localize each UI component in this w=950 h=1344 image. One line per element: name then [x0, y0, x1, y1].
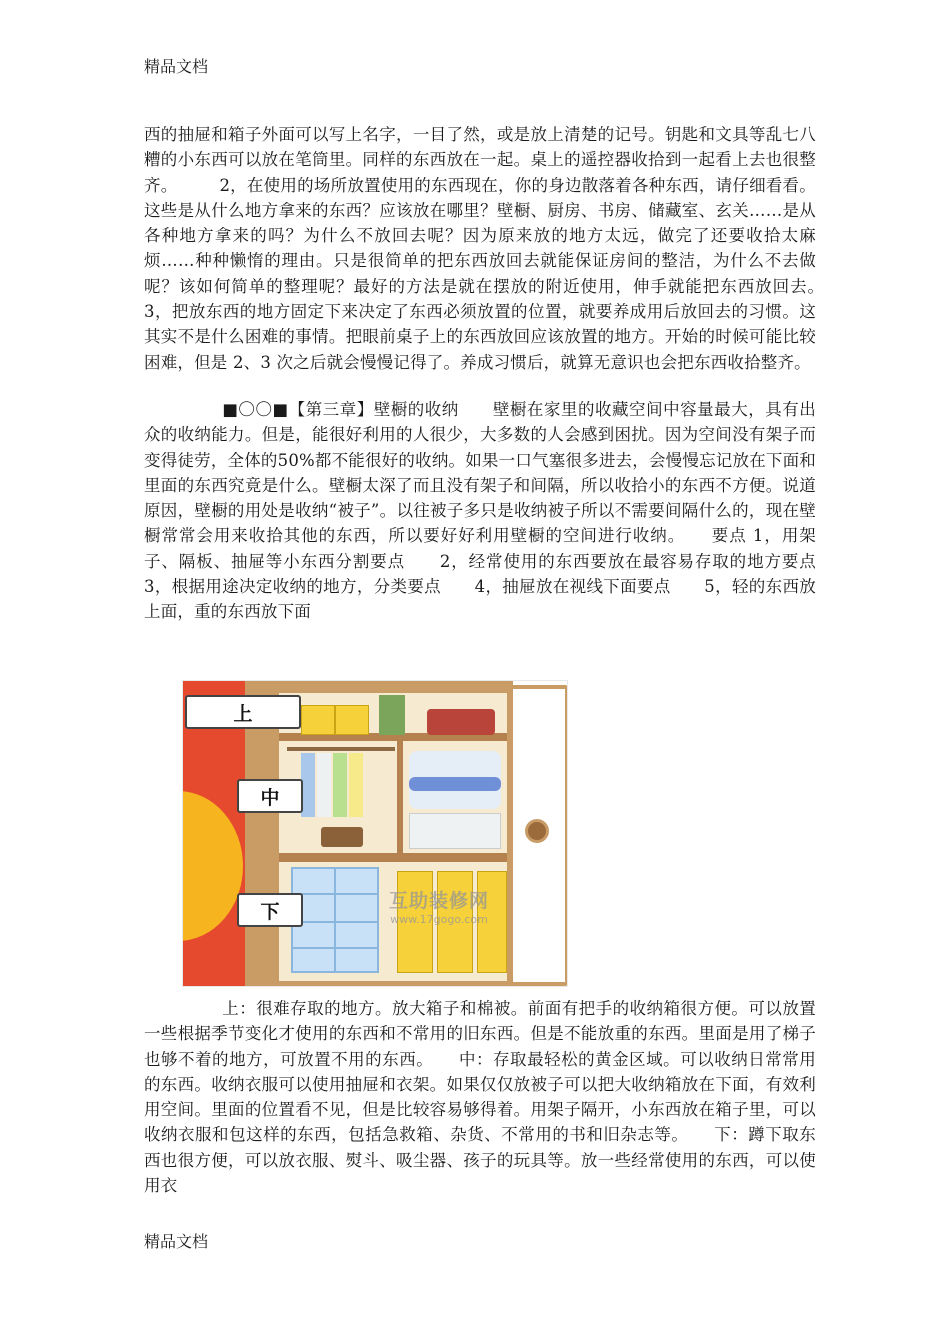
basket — [321, 827, 363, 847]
page-header: 精品文档 — [144, 57, 209, 76]
bottom-shelf — [279, 853, 507, 862]
suitcase-red — [427, 709, 495, 735]
storage-box-yellow-2 — [335, 705, 369, 735]
drawer-split — [334, 867, 336, 973]
paragraph-2-text: ■〇〇■【第三章】壁橱的收纳 壁橱在家里的收藏空间中容量最大，具有出众的收纳能力。但是，能很好利用的人很少，大多数的人会感到困扰。因为空间没有架子而变得徒劳，全体的50%都不能很好的收纳。如果一口气塞很多进去，会慢慢忘记放在下面和里面的东西究竟是什么。壁橱太深了而且没有架子和间隔，所以收拾小的东西不方便。说道原因，壁橱的用处是收纳“被子”。以往被子多只是收纳被子所以不需要间隔什么的，现在壁橱常常会用来收拾其他的东西，所以要好好利用壁橱的空间进行收纳。 要点 1，用架子、隔板、抽屉等小东西分割要点 2，经常使用的东西要放在最容易存取的地方要点 3，根据用途决定收纳的地方，分类要点 4，抽屉放在视线下面要点 5，轻的东西放上面，重的东西放下面 — [144, 400, 850, 622]
paragraph-2 — [144, 397, 850, 625]
middle-divider — [397, 741, 403, 853]
page-footer: 精品文档 — [144, 1232, 209, 1251]
clothes-blue — [301, 753, 315, 817]
door-handle — [525, 819, 549, 843]
storage-box-yellow-1 — [301, 705, 335, 735]
clothes-yellow — [349, 753, 363, 817]
closet-illustration — [182, 680, 568, 987]
label-middle: 中 — [237, 779, 303, 813]
paragraph-3 — [144, 996, 816, 1198]
watermark — [389, 886, 489, 926]
paragraph-3-text: 上：很难存取的地方。放大箱子和棉被。前面有把手的收纳箱很方便。可以放置一些根据季节变化才使用的东西和不常用的旧东西。但是不能放重的东西。里面是用了梯子也够不着的地方，可放置不用的东西。 中：存取最轻松的黄金区域。可以收纳日常常用的东西。收纳衣服可以使用抽屉和衣架。如果仅仅放被子可以把大收纳箱放在下面，有效利用空间。里面的位置看不见，但是比较容易够得着。用架子隔开，小东西放在箱子里，可以收纳衣服和包这样的东西，包括急救箱、杂货、不常用的书和旧杂志等。 下：蹲下取东西也很方便，可以放衣服、熨斗、吸尘器、孩子的玩具等。放一些经常使用的东西，可以使用衣 — [144, 999, 816, 1196]
hanger-rod — [287, 747, 395, 751]
clear-boxes — [409, 813, 501, 849]
stacked-box-green — [379, 695, 405, 735]
clothes-white — [317, 753, 331, 817]
clothes-green — [333, 753, 347, 817]
paragraph-1: 西的抽屉和箱子外面可以写上名字，一目了然，或是放上清楚的记号。钥匙和文具等乱七八糟的小东西可以放在笔筒里。同样的东西放在一起。桌上的遥控器收拾到一起看上去也很整齐。 2，在使用的场所放置使用的东西现在，你的身边散落着各种东西，请仔细看看。这些是从什么地方拿来的东西？应该放在哪里？壁橱、厨房、书房、储藏室、玄关……是从各种地方拿来的吗？为什么不放回去呢？因为原来放的地方太远，做完了还要收拾太麻烦……种种懒惰的理由。只是很简单的把东西放回去就能保证房间的整洁，为什么不去做呢？该如何简单的整理呢？最好的方法是就在摆放的附近使用，伸手就能把东西放回去。 3，把放东西的地方固定下来决定了东西必须放置的位置，就要养成用后放回去的习惯。这其实不是什么困难的事情。把眼前桌子上的东西放回应该放置的地方。开始的时候可能比较困难，但是 2、3 次之后就会慢慢记得了。养成习惯后，就算无意识也会把东西收拾整齐。 — [144, 125, 867, 372]
label-top: 上 — [185, 695, 301, 729]
label-bottom: 下 — [237, 893, 303, 927]
watermark-title: 互助装修网 — [389, 890, 490, 912]
watermark-url: www.17gogo.com — [390, 913, 488, 926]
futon-blue — [409, 777, 501, 791]
